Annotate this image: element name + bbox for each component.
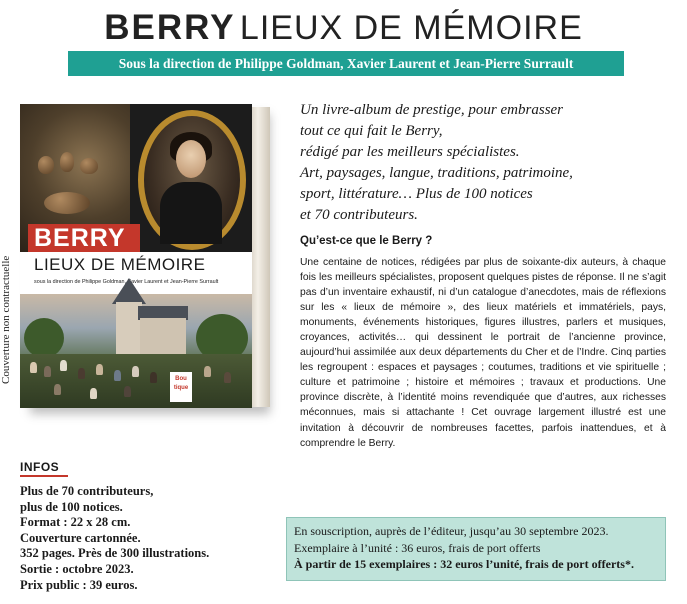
infos-underline	[20, 475, 68, 477]
crowd-person	[90, 388, 97, 399]
infos-heading: INFOS	[20, 460, 60, 474]
infos-item: Prix public : 39 euros.	[20, 577, 138, 592]
infos-item: plus de 100 notices.	[20, 499, 123, 514]
crowd-person	[54, 384, 61, 395]
cover-title-band: BERRY	[28, 224, 140, 252]
pottery-vase	[60, 152, 74, 172]
tagline-line: Art, paysages, langue, traditions, patrimoine,	[300, 165, 573, 181]
crowd-person	[78, 368, 85, 379]
subscription-box	[286, 517, 666, 581]
tagline	[300, 100, 630, 226]
infos-list	[20, 484, 209, 593]
tagline-line: sport, littérature… Plus de 100 notices	[300, 186, 533, 202]
infos-item: Couverture cartonnée.	[20, 530, 141, 545]
infos-item: Sortie : octobre 2023.	[20, 561, 134, 576]
tagline-line: tout ce qui fait le Berry,	[300, 123, 443, 139]
castle-tower-roof	[112, 278, 146, 304]
cover-disclaimer: Couverture non contractuelle	[0, 255, 12, 384]
portrait-face	[176, 140, 206, 178]
crowd-person	[60, 360, 67, 371]
crowd-person	[124, 386, 131, 397]
tree	[24, 318, 64, 358]
cover-crowd	[20, 354, 252, 408]
description-paragraph: Une centaine de notices, rédigées par plus de soixante-dix auteurs, à chaque fois les meilleurs spécialistes, proposent quelques pistes de réponse. Il ne s’agit pas d’un inventaire exhaustif, ni d’un catalogue d’anecdotes, mais de réflexions sur les « lieux de mémoire », des lieux matériels et immatériels, pays, monuments, événements historiques, figures illustres, parlers et musiques, croyances, activités… qui dessinent le portrait de l’ancienne province, aujourd’hui assimilée aux deux départements du Cher et de l’Indre. Cinq parties les regroupent : espaces et paysages ; coutumes, traditions et vie spirituelle ; culture et patrimoine ; histoire et mémoires ; travaux et productions. Une province discrète, à l’identité moins revendiquée que d’autres, aux richesses méconnues, mais si attachante ! Cet ouvrage largement illustré est une invitation à découvrir de nombreuses facettes, parfois inattendues, et à comprendre le Berry.	[300, 257, 666, 449]
pottery-vase	[80, 158, 98, 174]
portrait-dress	[160, 182, 222, 244]
book-cover-image	[20, 104, 272, 409]
tagline-line: rédigé par les meilleurs spécialistes.	[300, 144, 520, 160]
editors-banner: Sous la direction de Philippe Goldman, Xavier Laurent et Jean-Pierre Surrault	[68, 51, 624, 76]
crowd-person	[150, 372, 157, 383]
book-cover	[20, 104, 252, 408]
crowd-person	[114, 370, 121, 381]
subscription-bulk-price: À partir de 15 exemplaires : 32 euros l’unité, frais de port offerts*.	[294, 557, 634, 571]
infos-item: 352 pages. Près de 300 illustrations.	[20, 546, 210, 561]
crowd-person	[132, 366, 139, 377]
crowd-person	[30, 362, 37, 373]
crowd-person	[44, 366, 51, 377]
title-berry: BERRY	[104, 8, 236, 47]
pottery-vase	[38, 156, 54, 174]
pottery-wheel	[44, 192, 90, 214]
cover-editors: sous la direction de Philippe Goldman, Xavier Laurent et Jean-Pierre Surrault	[34, 279, 219, 285]
cover-subtitle: LIEUX DE MÉMOIRE	[34, 255, 206, 274]
subscription-deadline: En souscription, auprès de l’éditeur, jusqu’au 30 septembre 2023.	[294, 524, 609, 538]
tagline-line: Un livre-album de prestige, pour embrasser	[300, 102, 564, 118]
subscription-unit-price: Exemplaire à l’unité : 36 euros, frais de port offerts	[294, 540, 541, 555]
crowd-person	[96, 364, 103, 375]
page-title	[0, 8, 687, 48]
infos-item: Format : 22 x 28 cm.	[20, 515, 131, 530]
crowd-person	[204, 366, 211, 377]
publisher-logo: Bou tique	[170, 372, 192, 402]
section-heading: Qu’est-ce que le Berry ?	[300, 235, 433, 247]
crowd-person	[224, 372, 231, 383]
title-lieux-de-memoire: LIEUX DE MÉMOIRE	[239, 9, 583, 47]
infos-item: Plus de 70 contributeurs,	[20, 484, 154, 498]
tagline-line: et 70 contributeurs.	[300, 207, 418, 223]
book-page-edges	[250, 107, 270, 407]
